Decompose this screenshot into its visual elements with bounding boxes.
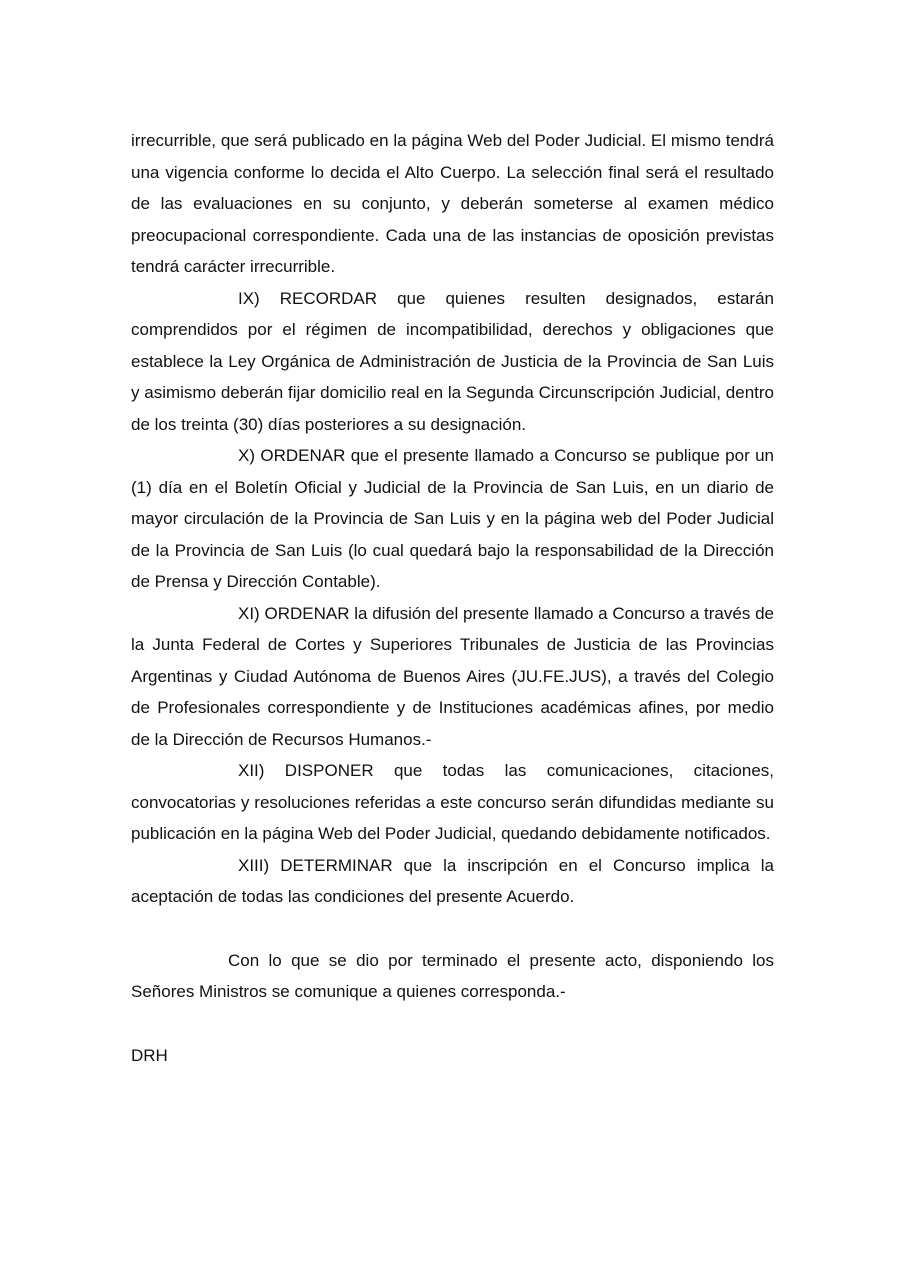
paragraph-item-xiii: XIII) DETERMINAR que la inscripción en el Concurso implica la aceptación de todas las condiciones del presente Acuerdo. <box>131 855 774 906</box>
signature-initials: DRH <box>131 1045 168 1065</box>
paragraph-item-xii: XII) DISPONER que todas las comunicaciones, citaciones, convocatorias y resoluciones referidas a este concurso serán difundidas mediante su publicación en la página Web del Poder Judicial, quedando debidamente notificados. <box>131 761 774 843</box>
document-body <box>131 125 774 1071</box>
paragraph-item-x: X) ORDENAR que el presente llamado a Concurso se publique por un (1) día en el Boletín Oficial y Judicial de la Provincia de San Luis, en un diario de mayor circulación de la Provincia de San Luis y en la página web del Poder Judicial de la Provincia de San Luis (lo cual quedará bajo la responsabilidad de la Dirección de Prensa y Dirección Contable). <box>131 446 774 591</box>
closing-paragraph: Con lo que se dio por terminado el presente acto, disponiendo los Señores Ministros se comunique a quienes corresponda.- <box>131 950 774 1001</box>
paragraph-continuation: irrecurrible, que será publicado en la página Web del Poder Judicial. El mismo tendrá una vigencia conforme lo decida el Alto Cuerpo. La selección final será el resultado de las evaluaciones en su conjunto, y deberán someterse al examen médico preocupacional correspondiente. Cada una de las instancias de oposición previstas tendrá carácter irrecurrible. <box>131 131 774 276</box>
blank-line <box>131 1008 774 1040</box>
paragraph-item-xi: XI) ORDENAR la difusión del presente llamado a Concurso a través de la Junta Federal de Cortes y Superiores Tribunales de Justicia de las Provincias Argentinas y Ciudad Autónoma de Buenos Aires (JU.FE.JUS), a través del Colegio de Profesionales correspondiente y de Instituciones académicas afines, por medio de la Dirección de Recursos Humanos.- <box>131 603 774 749</box>
paragraph-item-ix: IX) RECORDAR que quienes resulten designados, estarán comprendidos por el régimen de incompatibilidad, derechos y obligaciones que establece la Ley Orgánica de Administración de Justicia de la Provincia de San Luis y asimismo deberán fijar domicilio real en la Segunda Circunscripción Judicial, dentro de los treinta (30) días posteriores a su designación. <box>131 288 774 434</box>
blank-line <box>131 913 774 945</box>
